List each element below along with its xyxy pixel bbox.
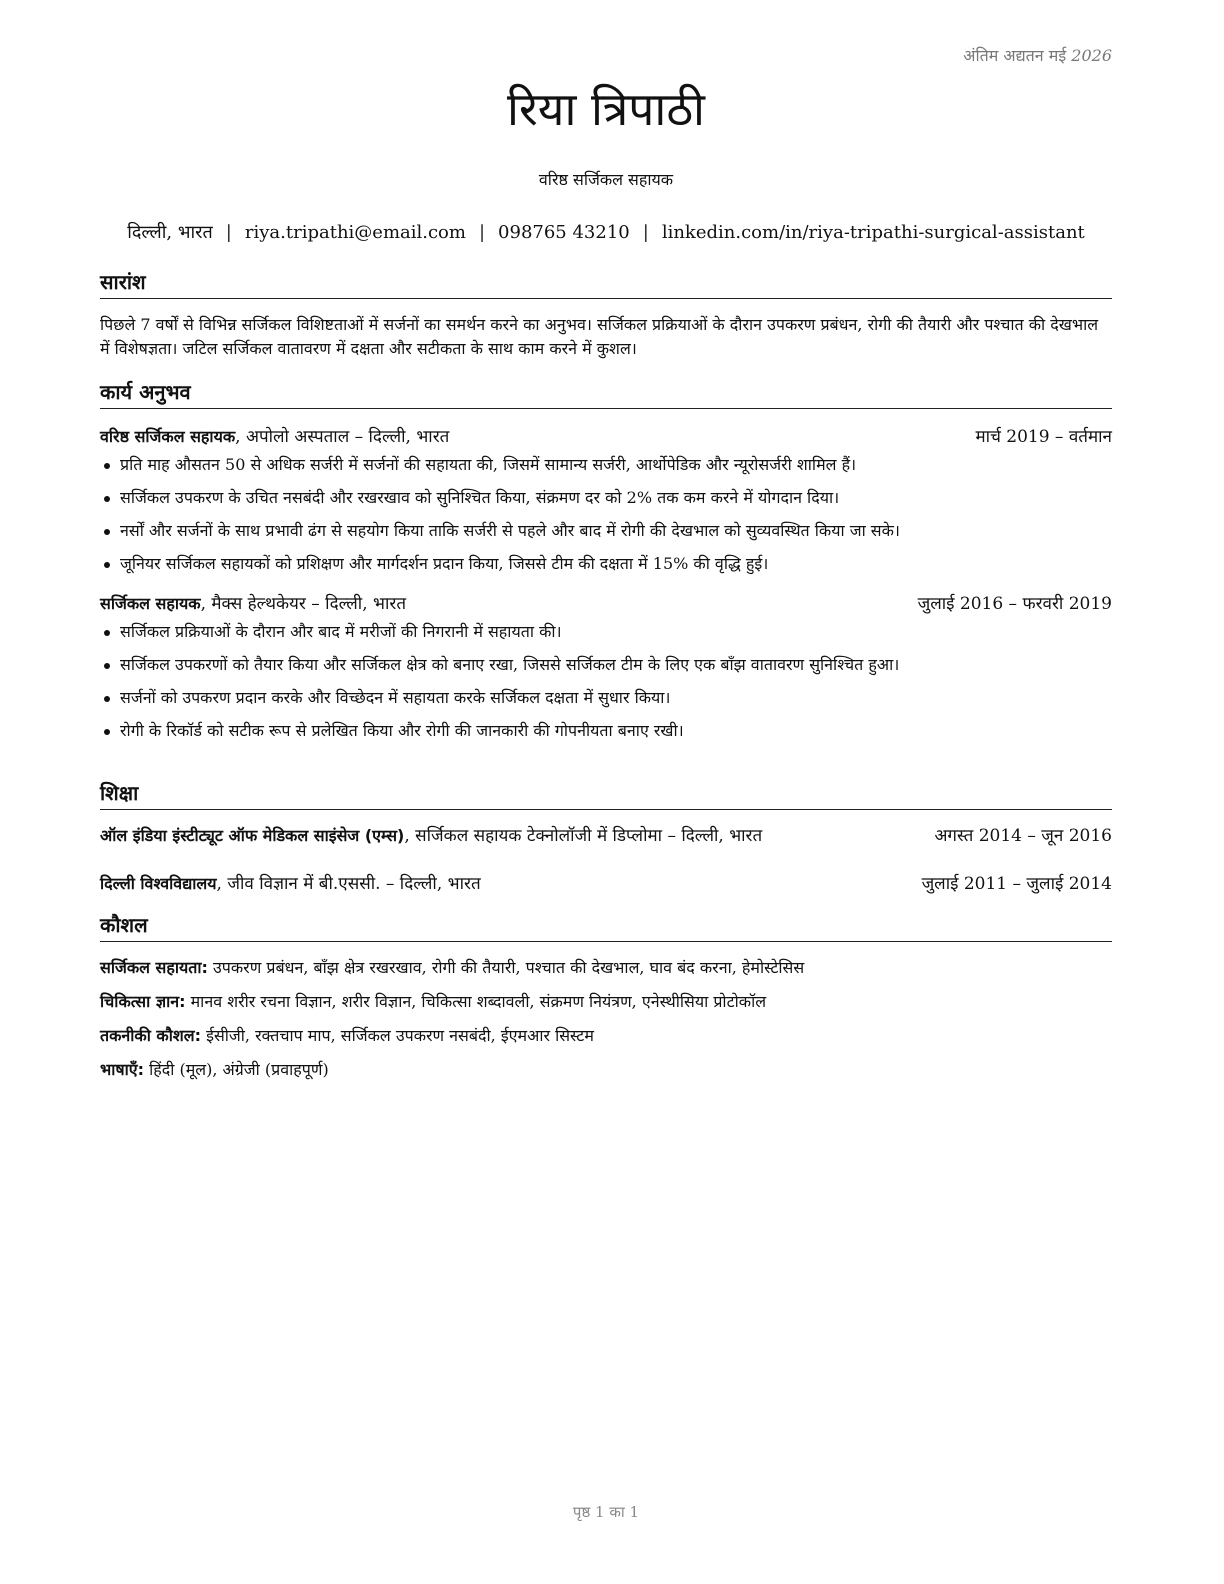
job-bullets	[100, 453, 1112, 576]
skills-list	[100, 956, 1112, 1082]
list-item: प्रति माह औसतन 50 से अधिक सर्जरी में सर्जनों की सहायता की, जिसमें सामान्य सर्जरी, आर्थोपेडिक और न्यूरोसर्जरी शामिल हैं।	[100, 453, 1112, 477]
job-header	[100, 425, 1112, 449]
last-updated-prefix: अंतिम अद्यतन मई	[963, 46, 1067, 65]
contact-phone[interactable]: 098765 43210	[498, 222, 630, 243]
education-detail: , सर्जिकल सहायक टेक्नोलॉजी में डिप्लोमा – दिल्ली, भारत	[404, 826, 763, 846]
skill-value: मानव शरीर रचना विज्ञान, शरीर विज्ञान, चिकित्सा शब्दावली, संक्रमण नियंत्रण, एनेस्थीसिया प्रोटोकॉल	[185, 992, 767, 1011]
education-entry	[100, 824, 1112, 848]
contact-linkedin[interactable]: linkedin.com/in/riya-tripathi-surgical-assistant	[661, 222, 1085, 243]
job-dates: मार्च 2019 – वर्तमान	[975, 427, 1112, 447]
job-entry	[100, 592, 1112, 743]
job-header	[100, 592, 1112, 616]
candidate-role: वरिष्ठ सर्जिकल सहायक	[538, 170, 674, 189]
job-title-line	[100, 425, 449, 449]
skill-label: तकनीकी कौशल:	[100, 1026, 201, 1045]
list-item: नर्सों और सर्जनों के साथ प्रभावी ढंग से सहयोग किया ताकि सर्जरी से पहले और बाद में रोगी की देखभाल को सुव्यवस्थित किया जा सके।	[100, 519, 1112, 543]
job-position: सर्जिकल सहायक	[100, 594, 201, 613]
skill-row	[100, 1024, 1112, 1048]
contact-email[interactable]: riya.tripathi@email.com	[244, 222, 466, 243]
experience-section	[100, 380, 1112, 752]
list-item: सर्जिकल उपकरणों को तैयार किया और सर्जिकल क्षेत्र को बनाए रखा, जिससे सर्जिकल टीम के लिए एक बाँझ वातावरण सुनिश्चित हुआ।	[100, 653, 1112, 677]
education-institution: ऑल इंडिया इंस्टीट्यूट ऑफ मेडिकल साइंसेज (एम्स)	[100, 826, 405, 845]
summary-section	[100, 270, 1112, 361]
job-org: , अपोलो अस्पताल – दिल्ली, भारत	[235, 427, 450, 447]
job-bullets	[100, 620, 1112, 743]
page-number: पृष्ठ 1 का 1	[572, 1503, 640, 1521]
summary-text: पिछले 7 वर्षों से विभिन्न सर्जिकल विशिष्टताओं में सर्जनों का समर्थन करने का अनुभव। सर्जिकल प्रक्रियाओं के दौरान उपकरण प्रबंधन, रोगी की तैयारी और पश्चात की देखभाल में विशेषज्ञता। जटिल सर्जिकल वातावरण में दक्षता और सटीकता के साथ काम करने में कुशल।	[100, 315, 1099, 358]
contact-separator: |	[225, 222, 232, 243]
list-item: सर्जिकल उपकरण के उचित नसबंदी और रखरखाव को सुनिश्चित किया, संक्रमण दर को 2% तक कम करने में योगदान दिया।	[100, 486, 1112, 510]
skill-label: चिकित्सा ज्ञान:	[100, 992, 186, 1011]
job-position: वरिष्ठ सर्जिकल सहायक	[100, 427, 236, 446]
list-item: रोगी के रिकॉर्ड को सटीक रूप से प्रलेखित किया और रोगी की जानकारी की गोपनीयता बनाए रखी।	[100, 719, 1112, 743]
section-title-summary: सारांश	[100, 270, 1112, 299]
job-dates: जुलाई 2016 – फरवरी 2019	[917, 594, 1112, 614]
education-line	[100, 824, 762, 848]
skill-row	[100, 990, 1112, 1014]
skill-value: उपकरण प्रबंधन, बाँझ क्षेत्र रखरखाव, रोगी की तैयारी, पश्चात की देखभाल, घाव बंद करना, हेमोस्टेसिस	[207, 958, 805, 977]
job-org: , मैक्स हेल्थकेयर – दिल्ली, भारत	[200, 594, 407, 614]
skills-section	[100, 913, 1112, 1092]
contact-separator: |	[478, 222, 486, 243]
skill-row	[100, 1058, 1112, 1082]
section-title-skills: कौशल	[100, 913, 1112, 942]
skill-label: भाषाएँ:	[100, 1060, 145, 1079]
skill-label: सर्जिकल सहायता:	[100, 958, 208, 977]
resume-page	[100, 0, 1112, 1584]
candidate-name: रिया त्रिपाठी	[507, 82, 705, 136]
list-item: सर्जिकल प्रक्रियाओं के दौरान और बाद में मरीजों की निगरानी में सहायता की।	[100, 620, 1112, 644]
contact-location: दिल्ली, भारत	[127, 222, 213, 243]
list-item: जूनियर सर्जिकल सहायकों को प्रशिक्षण और मार्गदर्शन प्रदान किया, जिससे टीम की दक्षता में 15% की वृद्धि हुई।	[100, 552, 1112, 576]
contact-line	[90, 220, 1122, 244]
section-title-education: शिक्षा	[100, 781, 1112, 810]
section-title-experience: कार्य अनुभव	[100, 380, 1112, 409]
education-entry	[100, 872, 1112, 896]
contact-separator: |	[642, 222, 649, 243]
education-dates: जुलाई 2011 – जुलाई 2014	[921, 874, 1112, 894]
list-item: सर्जनों को उपकरण प्रदान करके और विच्छेदन में सहायता करके सर्जिकल दक्षता में सुधार किया।	[100, 686, 1112, 710]
job-title-line	[100, 592, 406, 616]
education-section	[100, 781, 1112, 896]
skill-value: हिंदी (मूल), अंग्रेजी (प्रवाहपूर्ण)	[144, 1060, 329, 1079]
education-line	[100, 872, 481, 896]
last-updated-year: 2026	[1071, 46, 1112, 65]
education-detail: , जीव विज्ञान में बी.एससी. – दिल्ली, भारत	[216, 874, 481, 894]
education-dates: अगस्त 2014 – जून 2016	[934, 826, 1112, 846]
skill-value: ईसीजी, रक्तचाप माप, सर्जिकल उपकरण नसबंदी, ईएमआर सिस्टम	[201, 1026, 594, 1045]
education-institution: दिल्ली विश्वविद्यालय	[100, 874, 217, 893]
skill-row	[100, 956, 1112, 980]
job-entry	[100, 425, 1112, 576]
last-updated	[963, 44, 1112, 66]
